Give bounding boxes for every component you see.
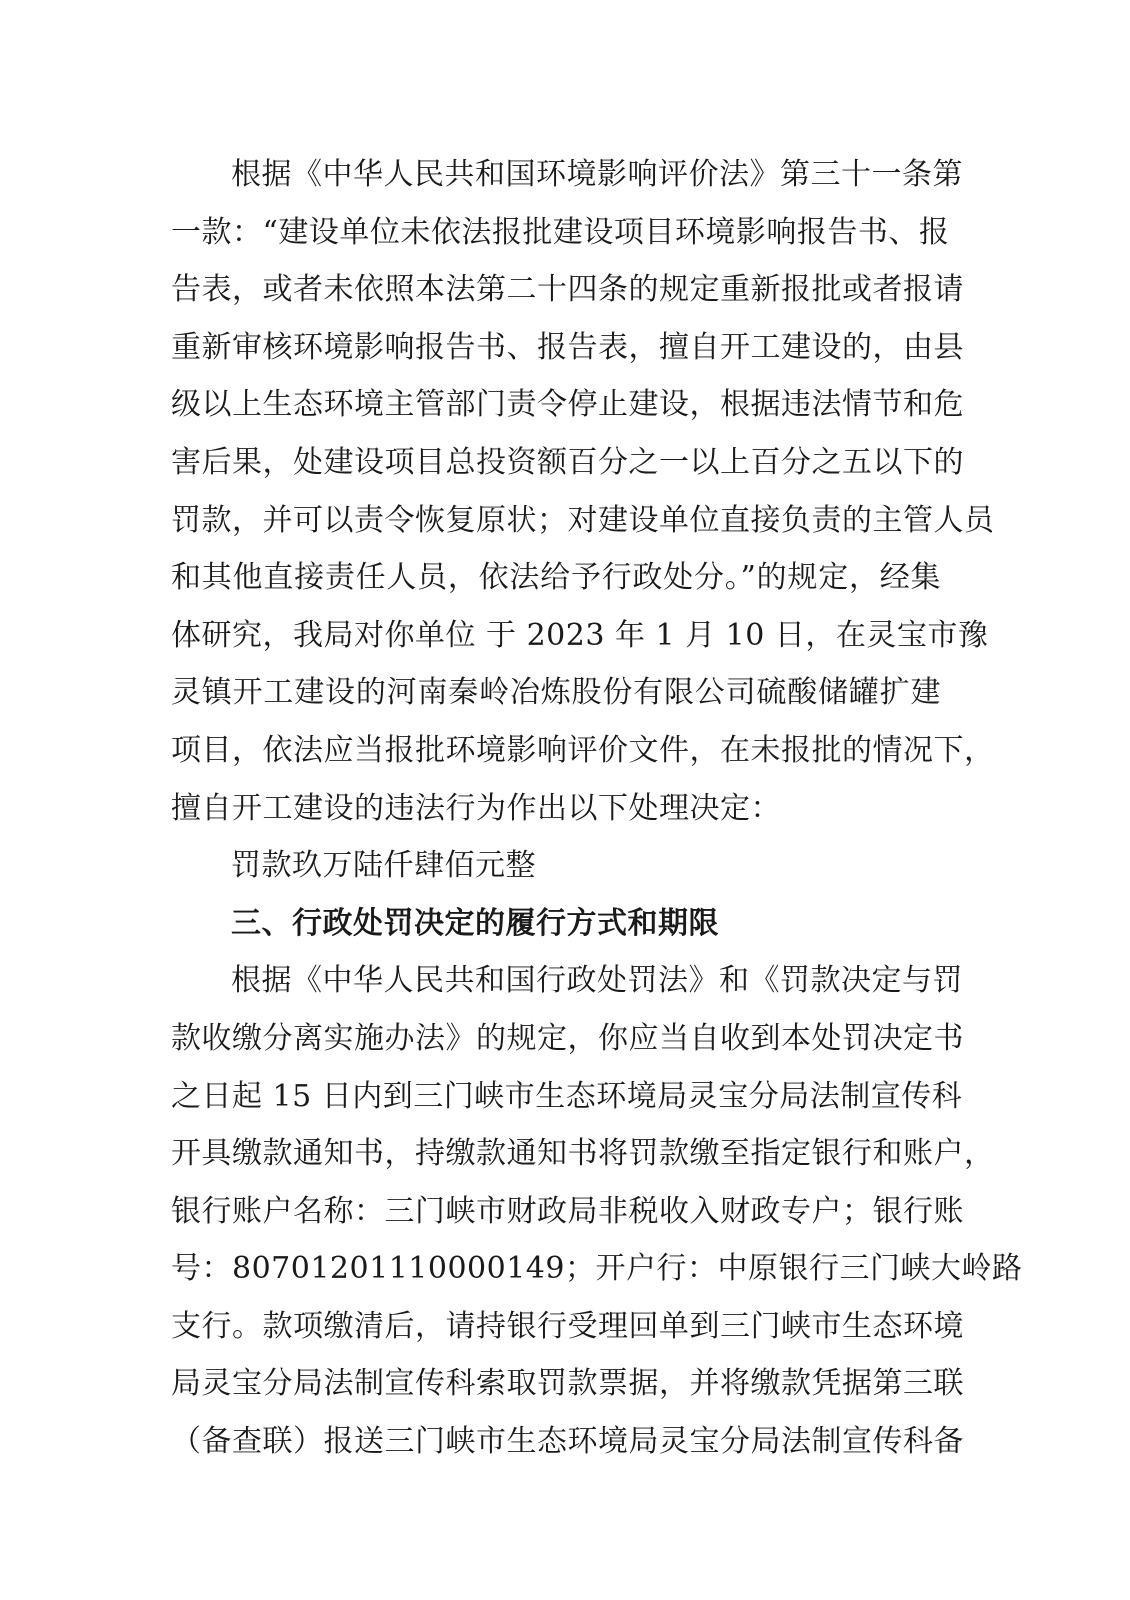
paragraph-line: 开具缴款通知书，持缴款通知书将罚款缴至指定银行和账户，	[171, 1136, 995, 1172]
paragraph-line: 号：80701201110000149；开户行：中原银行三门峡大岭路	[171, 1251, 1023, 1287]
section-heading: 三、行政处罚决定的履行方式和期限	[231, 905, 719, 941]
paragraph-line: 和其他直接责任人员，依法给予行政处分。”的规定，经集	[171, 560, 941, 596]
payment-method-paragraph	[171, 952, 1023, 1470]
paragraph-line: 罚款，并可以责令恢复原状；对建设单位直接负责的主管人员	[171, 502, 995, 538]
paragraph-line: 之日起 15 日内到三门峡市生态环境局灵宝分局法制宣传科	[171, 1078, 963, 1114]
paragraph-line: 害后果，处建设项目总投资额百分之一以上百分之五以下的	[171, 444, 964, 480]
paragraph-line: （备查联）报送三门峡市生态环境局灵宝分局法制宣传科备	[171, 1424, 964, 1460]
paragraph-line: 擅自开工建设的违法行为作出以下处理决定：	[171, 790, 781, 826]
document-body	[171, 146, 1023, 1471]
paragraph-line: 告表，或者未依照本法第二十四条的规定重新报批或者报请	[171, 272, 964, 308]
legal-basis-paragraph	[171, 146, 995, 837]
paragraph-line: 银行账户名称：三门峡市财政局非税收入财政专户；银行账	[171, 1193, 964, 1229]
paragraph-line: 款收缴分离实施办法》的规定，你应当自收到本处罚决定书	[171, 1020, 964, 1056]
penalty-amount: 罚款玖万陆仟肆佰元整	[231, 848, 536, 884]
paragraph-line: 体研究，我局对你单位 于 2023 年 1 月 10 日，在灵宝市豫	[171, 617, 989, 653]
paragraph-line: 灵镇开工建设的河南秦岭冶炼股份有限公司硫酸储罐扩建	[171, 675, 941, 711]
paragraph-line: 根据《中华人民共和国环境影响评价法》第三十一条第	[231, 157, 963, 192]
paragraph-line: 一款：“建设单位未依法报批建设项目环境影响报告书、报	[171, 214, 950, 250]
paragraph-line: 支行。款项缴清后，请持银行受理回单到三门峡市生态环境	[171, 1308, 964, 1344]
paragraph-line: 级以上生态环境主管部门责令停止建设，根据违法情节和危	[171, 387, 964, 423]
paragraph-line: 项目，依法应当报批环境影响评价文件，在未报批的情况下，	[171, 732, 995, 768]
paragraph-line: 重新审核环境影响报告书、报告表，擅自开工建设的，由县	[171, 329, 964, 365]
paragraph-line: 局灵宝分局法制宣传科索取罚款票据，并将缴款凭据第三联	[171, 1366, 964, 1402]
paragraph-line: 根据《中华人民共和国行政处罚法》和《罚款决定与罚	[231, 963, 963, 999]
